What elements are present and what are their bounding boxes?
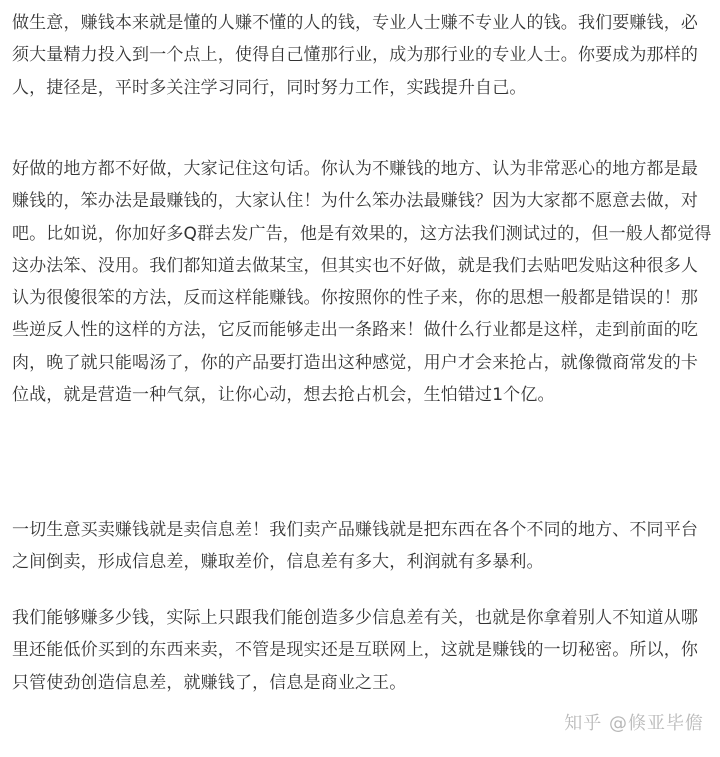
paragraph-2: 好做的地方都不好做，大家记住这句话。你认为不赚钱的地方、认为非常恶心的地方都是最赚钱的，笨办法是最赚钱的，大家认住！为什么笨办法最赚钱？因为大家都不愿意去做，对吧。比如说，你加好多Q群去发广告，他是有效果的，这方法我们测试过的，但一般人都觉得这办法笨、没用。我们都知道去做某宝，但其实也不好做，就是我们去贴吧发贴这种很多人认为很傻很笨的方法，反而这样能赚钱。你按照你的性子来，你的思想一般都是错误的！那些逆反人性的这样的方法，它反而能够走出一条路来！做什么行业都是这样，走到前面的吃肉，晚了就只能喝汤了，你的产品要打造出这种感觉，用户才会来抢占，就像微商常发的卡位战，就是营造一种气氛，让你心动，想去抢占机会，生怕错过1个亿。 xyxy=(12,159,712,406)
paragraph-3: 一切生意买卖赚钱就是卖信息差！我们卖产品赚钱就是把东西在各个不同的地方、不同平台之间倒卖，形成信息差，赚取差价，信息差有多大，利润就有多暴利。 xyxy=(12,520,698,573)
zhihu-watermark: 知乎 @倏亚毕儋 xyxy=(564,713,704,734)
paragraph-4: 我们能够赚多少钱，实际上只跟我们能创造多少信息差有关，也就是你拿着别人不知道从哪里还能低价买到的东西来卖，不管是现实还是互联网上，这就是赚钱的一切秘密。所以，你只管使劲创造信息差，就赚钱了，信息是商业之王。 xyxy=(12,608,698,693)
paragraph-1: 做生意，赚钱本来就是懂的人赚不懂的人的钱，专业人士赚不专业人的钱。我们要赚钱，必须大量精力投入到一个点上，使得自己懂那行业，成为那行业的专业人士。你要成为那样的人，捷径是，平时多关注学习同行，同时努力工作，实践提升自己。 xyxy=(12,13,698,98)
